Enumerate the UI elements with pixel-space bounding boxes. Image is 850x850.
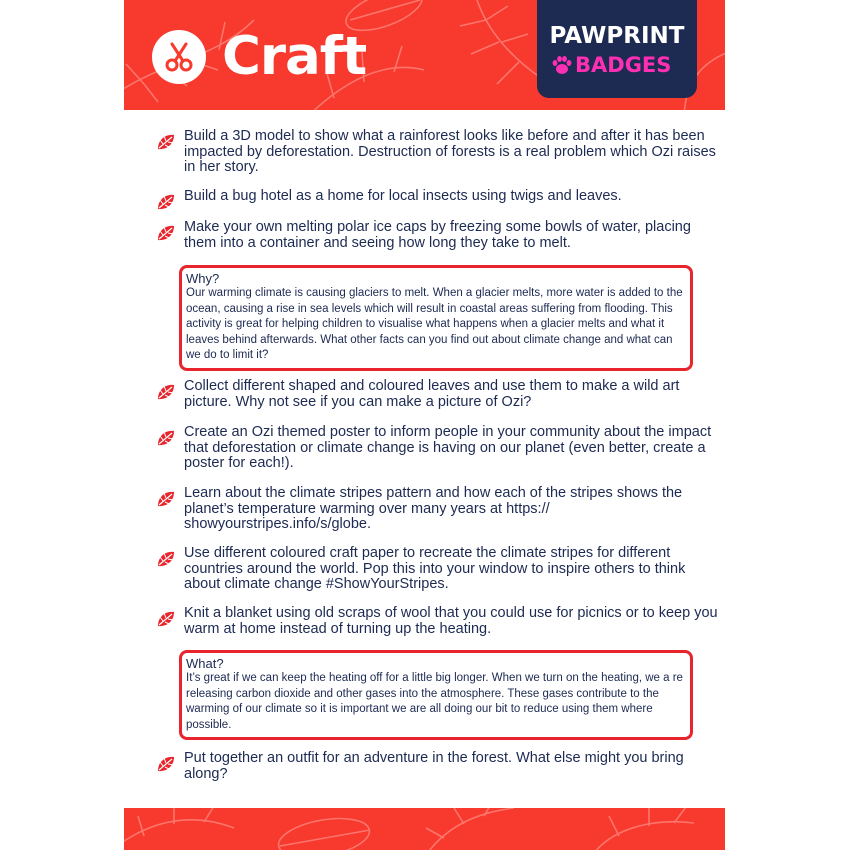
page <box>124 0 725 850</box>
leaf-bullet-icon <box>156 133 176 151</box>
info-box-what <box>179 650 693 740</box>
list-item-text: Knit a blanket using old scraps of wool that you could use for picnics or to keep you warm at home instead of turning up the heating. <box>184 605 718 637</box>
list-item-text: Use different coloured craft paper to recreate the climate stripes for different countries around the world. Pop this into your window to inspire others to think about climate change #ShowYourStripes. <box>184 545 686 592</box>
list-item-text: Build a bug hotel as a home for local insects using twigs and leaves. <box>184 188 622 204</box>
leaf-bullet-icon <box>156 755 176 773</box>
leaf-bullet-icon <box>156 224 176 242</box>
info-box-text: Our warming climate is causing glaciers to melt. When a glacier melts, more water is added to the ocean, causing a rise in sea levels which will result in coastal areas suffering from flooding. This activity is great for helping children to visualise what happens when a glacier melts and what it leaves behind afterwards. What other facts can you find out about climate change and what can we do to limit it? <box>186 287 683 361</box>
list-item-text: Create an Ozi themed poster to inform people in your community about the impact that deforestation or climate change is having on our planet (even better, create a poster for each!). <box>184 424 712 471</box>
leaf-bullet-icon <box>156 490 176 508</box>
logo-line2: BADGES <box>575 53 672 77</box>
scissors-icon-badge <box>152 30 206 84</box>
paw-icon <box>551 55 573 75</box>
page-title: Craft <box>222 26 367 87</box>
leaf-bullet-icon <box>156 550 176 568</box>
scissors-icon <box>162 40 196 74</box>
footer-banner <box>124 808 725 850</box>
header-banner <box>124 0 725 110</box>
list-item-text: Put together an outfit for an adventure in the forest. What else might you bring along? <box>184 750 684 782</box>
leaf-pattern-decoration <box>124 808 725 850</box>
list-item-text: Build a 3D model to show what a rainforest looks like before and after it has been impacted by deforestation. Destruction of forests is a real problem which Ozi raises in her story. <box>184 128 716 175</box>
list-item-text: Make your own melting polar ice caps by freezing some bowls of water, placing them into a container and seeing how long they take to melt. <box>184 219 691 251</box>
info-box-title: What? <box>186 656 224 671</box>
list-item-text: Collect different shaped and coloured leaves and use them to make a wild art picture. Why not see if you can make a picture of Ozi? <box>184 378 680 410</box>
leaf-bullet-icon <box>156 429 176 447</box>
info-box-title: Why? <box>186 271 220 286</box>
list-item-text: Learn about the climate stripes pattern and how each of the stripes shows the planet’s temperature warming over many years at https:// showyourstripes.info/s/globe. <box>184 485 683 532</box>
pawprint-badges-logo <box>537 0 697 98</box>
info-box-text: It’s great if we can keep the heating off for a little big longer. When we turn on the heating, we a re releasing carbon dioxide and other gases into the atmosphere. These gases contribute to the warming of our climate so it is important we are all doing our bit to reduce using them where possible. <box>186 672 683 731</box>
logo-line2-row <box>551 52 691 78</box>
info-box-why <box>179 265 693 371</box>
logo-line1: PAWPRINT <box>549 23 685 49</box>
leaf-bullet-icon <box>156 610 176 628</box>
leaf-bullet-icon <box>156 193 176 211</box>
leaf-bullet-icon <box>156 383 176 401</box>
